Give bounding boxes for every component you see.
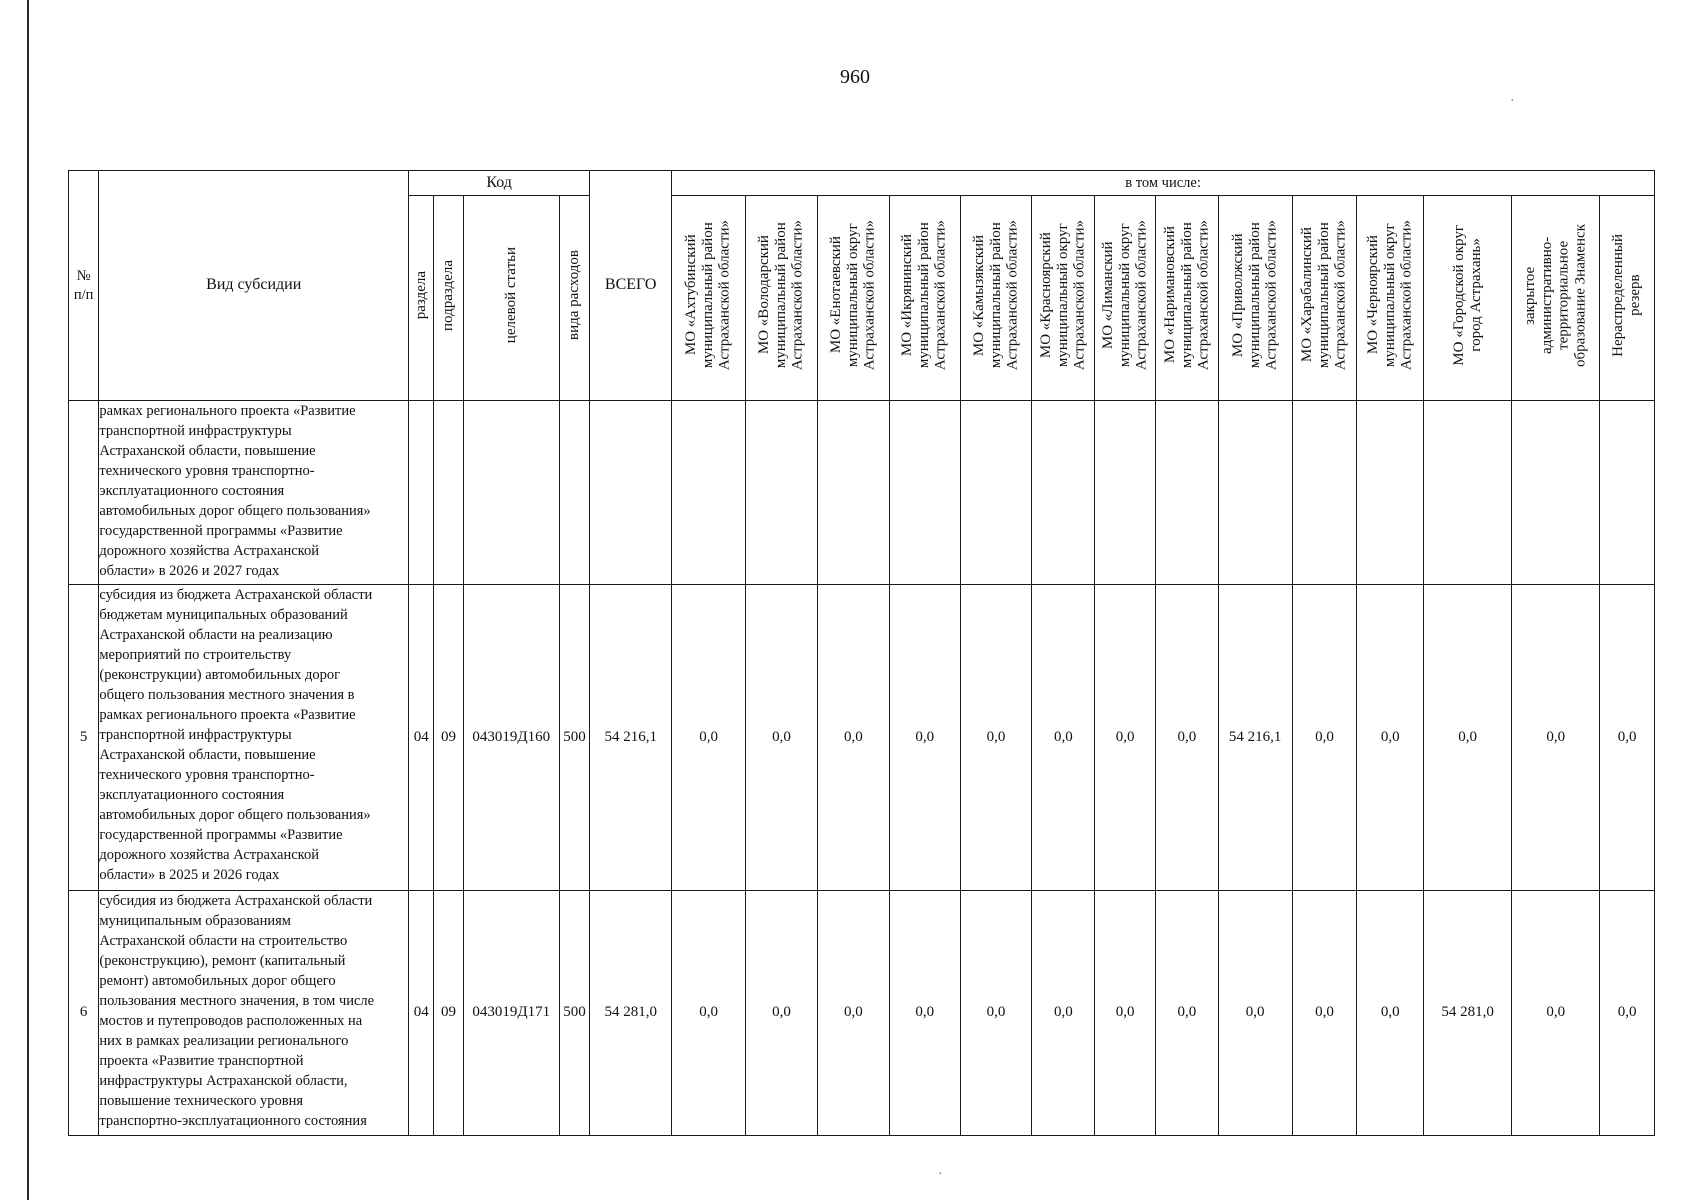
cell-mo-krasnoyarsky: 0,0 <box>1032 585 1095 891</box>
scan-edge-line <box>27 0 29 1200</box>
cell-vsego: 54 216,1 <box>590 585 672 891</box>
header-vid-rashodov: вида расходов <box>559 196 589 401</box>
cell-razdel: 04 <box>409 585 434 891</box>
cell-celevaya-statya: 043019Д160 <box>463 585 559 891</box>
header-zato-znamensk: закрытое административно- территориальное образование Знаменск <box>1512 196 1600 401</box>
cell-zato-znamensk: 0,0 <box>1512 585 1600 891</box>
header-podrazdel: подраздела <box>434 196 463 401</box>
cell-mo-ikryaninsky: 0,0 <box>889 891 960 1136</box>
header-razdel: раздела <box>409 196 434 401</box>
cell-mo-astrakhan: 54 281,0 <box>1424 891 1512 1136</box>
header-row-top <box>69 171 1655 196</box>
header-v-tom-chisle: в том числе: <box>672 171 1655 196</box>
cell-mo-limansky: 0,0 <box>1095 585 1156 891</box>
scan-speck: · <box>1510 94 1515 109</box>
cell-mo-ikryaninsky: 0,0 <box>889 585 960 891</box>
header-reserve: Нераспределенный резерв <box>1600 196 1655 401</box>
header-vsego: ВСЕГО <box>590 171 672 401</box>
cell-mo-privolzhsky: 54 216,1 <box>1218 585 1292 891</box>
cell-mo-chernoyarsky: 0,0 <box>1357 585 1424 891</box>
cell-mo-krasnoyarsky: 0,0 <box>1032 891 1095 1136</box>
cell-vid-subsidii: субсидия из бюджета Астраханской области муниципальным образованиям Астраханской области на строительство (реконструкцию), ремонт (капитальный ремонт) автомобильных дорог общего пользования местного значения, в том числе мостов и путепроводов расположенных на них в рамках реализации регионального проекта «Развитие транспортной инфраструктуры Астраханской области, повышение технического уровня транспортно-эксплуатационного состояния <box>99 891 409 1136</box>
header-mo-akhtubinsky: МО «Ахтубинский муниципальный район Астраханской области» <box>672 196 746 401</box>
header-mo-astrakhan: МО «Городской округ город Астрахань» <box>1424 196 1512 401</box>
header-mo-limansky: МО «Лиманский муниципальный округ Астраханской области» <box>1095 196 1156 401</box>
cell-mo-kharabalinsky: 0,0 <box>1292 585 1357 891</box>
header-vid-subsidii: Вид субсидии <box>99 171 409 401</box>
cell-num: 5 <box>69 585 99 891</box>
cell-vid-rashodov: 500 <box>559 585 589 891</box>
header-kod: Код <box>409 171 590 196</box>
cell-vid-subsidii: субсидия из бюджета Астраханской области бюджетам муниципальных образований Астраханской области на реализацию мероприятий по строительству (реконструкции) автомобильных дорог общего пользования местного значения в рамках регионального проекта «Развитие транспортной инфраструктуры Астраханской области, повышение технического уровня транспортно- эксплуатационного состояния автомобильных дорог общего пользования» государственной программы «Развитие дорожного хозяйства Астраханской области» в 2025 и 2026 годах <box>99 585 409 891</box>
cell-mo-enotaevsky: 0,0 <box>817 891 889 1136</box>
table-row-continuation <box>69 401 1655 585</box>
header-mo-krasnoyarsky: МО «Красноярский муниципальный округ Астраханской области» <box>1032 196 1095 401</box>
cell-vid-rashodov: 500 <box>559 891 589 1136</box>
cell-mo-volodarsky: 0,0 <box>746 585 818 891</box>
subsidy-table <box>68 170 1655 1136</box>
cell-mo-limansky: 0,0 <box>1095 891 1156 1136</box>
header-num: № п/п <box>69 171 99 401</box>
cell-razdel: 04 <box>409 891 434 1136</box>
table-row <box>69 891 1655 1136</box>
scan-speck: · <box>938 1167 943 1182</box>
page-number: 960 <box>840 66 870 88</box>
cell-zato-znamensk: 0,0 <box>1512 891 1600 1136</box>
cell-mo-akhtubinsky: 0,0 <box>672 891 746 1136</box>
header-mo-volodarsky: МО «Володарский муниципальный район Астраханской области» <box>746 196 818 401</box>
header-mo-chernoyarsky: МО «Черноярский муниципальный округ Астраханской области» <box>1357 196 1424 401</box>
cell-vsego: 54 281,0 <box>590 891 672 1136</box>
cell-num <box>69 401 99 585</box>
header-mo-narimanovsky: МО «Наримановский муниципальный район Астраханской области» <box>1155 196 1218 401</box>
cell-mo-kamyzyaksky: 0,0 <box>960 585 1032 891</box>
cell-podrazdel: 09 <box>434 891 463 1136</box>
cell-mo-kharabalinsky: 0,0 <box>1292 891 1357 1136</box>
cell-vid-subsidii: рамках регионального проекта «Развитие транспортной инфраструктуры Астраханской области, повышение технического уровня транспортно- эксплуатационного состояния автомобильных дорог общего пользования» государственной программы «Развитие дорожного хозяйства Астраханской области» в 2026 и 2027 годах <box>99 401 409 585</box>
cell-mo-akhtubinsky: 0,0 <box>672 585 746 891</box>
cell-reserve: 0,0 <box>1600 891 1655 1136</box>
header-celevaya-statya: целевой статьи <box>463 196 559 401</box>
cell-reserve: 0,0 <box>1600 585 1655 891</box>
cell-mo-enotaevsky: 0,0 <box>817 585 889 891</box>
cell-mo-privolzhsky: 0,0 <box>1218 891 1292 1136</box>
cell-mo-narimanovsky: 0,0 <box>1155 891 1218 1136</box>
cell-mo-narimanovsky: 0,0 <box>1155 585 1218 891</box>
cell-mo-astrakhan: 0,0 <box>1424 585 1512 891</box>
header-mo-kamyzyaksky: МО «Камызякский муниципальный район Астраханской области» <box>960 196 1032 401</box>
cell-podrazdel: 09 <box>434 585 463 891</box>
table-row <box>69 585 1655 891</box>
cell-mo-volodarsky: 0,0 <box>746 891 818 1136</box>
cell-mo-kamyzyaksky: 0,0 <box>960 891 1032 1136</box>
header-mo-privolzhsky: МО «Приволжский муниципальный район Астраханской области» <box>1218 196 1292 401</box>
header-mo-enotaevsky: МО «Енотаевский муниципальный округ Астраханской области» <box>817 196 889 401</box>
cell-mo-chernoyarsky: 0,0 <box>1357 891 1424 1136</box>
header-mo-ikryaninsky: МО «Икрянинский муниципальный район Астраханской области» <box>889 196 960 401</box>
header-mo-kharabalinsky: МО «Харабалинский муниципальный район Астраханской области» <box>1292 196 1357 401</box>
cell-num: 6 <box>69 891 99 1136</box>
cell-celevaya-statya: 043019Д171 <box>463 891 559 1136</box>
